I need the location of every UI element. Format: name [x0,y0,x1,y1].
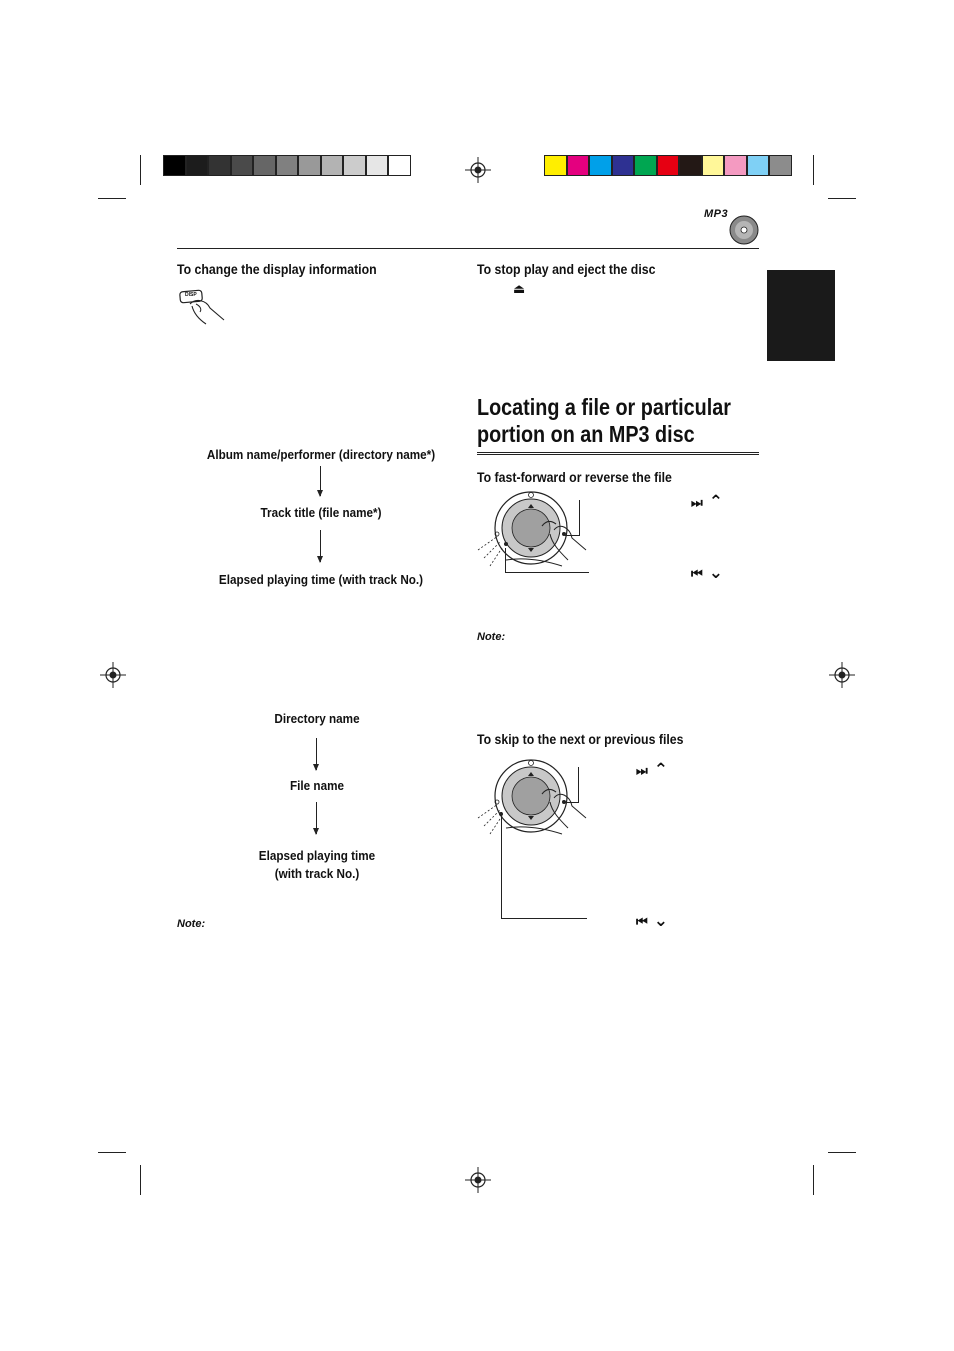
display-info-heading: To change the display information [177,261,377,277]
gray-swatch [298,155,321,176]
section-title-rule [477,452,759,455]
previous-file-icon: ⏮ ⌄ [636,911,666,930]
registration-target-icon [465,157,491,183]
gray-swatch [366,155,389,176]
callout-line [501,918,587,919]
callout-line [505,572,589,573]
next-file-icon: ⏭ ⌃ [636,760,666,779]
color-swatch [567,155,590,176]
color-swatch [679,155,702,176]
fast-forward-icon: ⏭ ⌃ [691,492,721,511]
flow-track-title: Track title (file name*) [260,505,382,520]
gray-swatch [208,155,231,176]
gray-swatch [321,155,344,176]
crop-mark [828,198,856,199]
crop-mark [98,1152,126,1153]
header-rule [177,248,759,249]
flow-elapsed-time-2: Elapsed playing time [258,848,376,863]
color-bar [544,155,792,176]
mp3-badge [704,207,760,247]
fast-forward-heading: To fast-forward or reverse the file [477,469,672,485]
color-swatch [769,155,792,176]
gray-swatch [388,155,411,176]
disp-label: DISP [185,292,197,298]
color-swatch [634,155,657,176]
gray-swatch [186,155,209,176]
color-swatch [657,155,680,176]
stop-eject-heading: To stop play and eject the disc [477,261,656,277]
section-title-line2: portion on an MP3 disc [477,421,695,447]
up-caret-icon: ⌃ [653,760,666,779]
color-swatch [544,155,567,176]
color-swatch [612,155,635,176]
flow-album-name: Album name/performer (directory name*) [206,447,436,462]
disc-icon [729,215,759,245]
gray-swatch [276,155,299,176]
callout-line [505,548,506,573]
skip-files-heading: To skip to the next or previous files [477,731,684,747]
up-caret-icon: ⌃ [708,492,721,511]
color-swatch [702,155,725,176]
crop-mark [813,1165,814,1195]
flow-file-name: File name [290,778,344,793]
down-caret-icon: ⌄ [708,563,721,582]
flow-with-track-no: (with track No.) [274,866,360,881]
gray-swatch [253,155,276,176]
flow-elapsed-time: Elapsed playing time (with track No.) [218,572,424,587]
flow-arrow-icon [316,802,317,834]
color-swatch [724,155,747,176]
callout-line [578,767,579,803]
flow-arrow-icon [320,466,321,496]
section-title-line1: Locating a file or particular [477,394,731,420]
eject-icon: ⏏ [513,281,526,296]
flow-arrow-icon [320,530,321,562]
color-swatch [589,155,612,176]
crop-mark [98,198,126,199]
gray-swatch [163,155,186,176]
grayscale-bar [163,155,411,176]
callout-line [579,500,580,536]
registration-target-icon [829,662,855,688]
left-note-label: Note: [177,918,206,930]
registration-target-icon [465,1167,491,1193]
flow-arrow-icon [316,738,317,770]
color-swatch [747,155,770,176]
gray-swatch [343,155,366,176]
gray-swatch [231,155,254,176]
registration-target-icon [100,662,126,688]
down-caret-icon: ⌄ [653,911,666,930]
crop-mark [828,1152,856,1153]
right-note-label: Note: [477,631,506,643]
callout-line [563,802,579,803]
flow-directory-name: Directory name [274,711,360,726]
reverse-icon: ⏮ ⌄ [691,563,721,582]
callout-line [565,535,580,536]
disp-button-illustration [176,284,228,332]
crop-mark [140,1165,141,1195]
crop-mark [140,155,141,185]
crop-mark [813,155,814,185]
language-tab [767,270,835,361]
mp3-badge-label: MP3 [704,208,729,220]
callout-line [501,812,502,918]
